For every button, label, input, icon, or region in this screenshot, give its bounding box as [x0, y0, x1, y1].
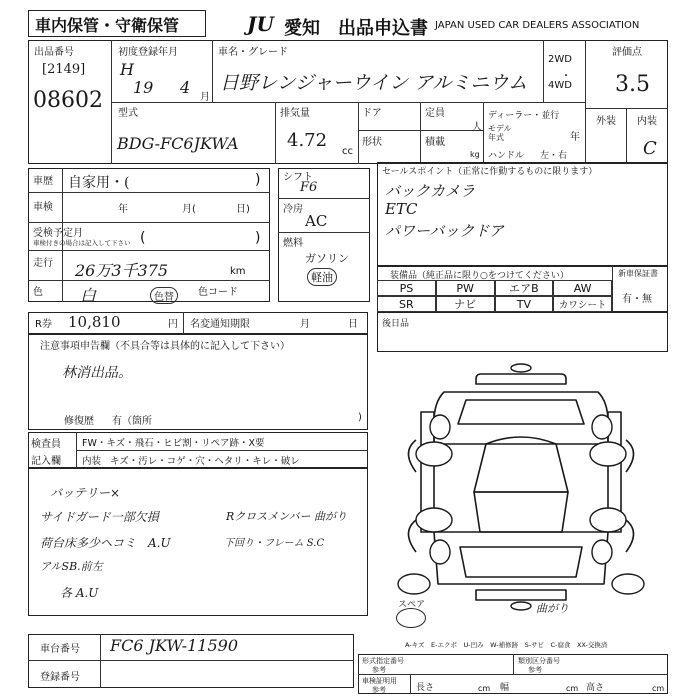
history-value: 自家用・(	[68, 175, 130, 191]
model-year-label: モデル 年式	[488, 124, 512, 142]
inspector-label-1: 検査員	[31, 439, 61, 450]
equipment-item: TV	[495, 296, 554, 312]
equipment-item: SR	[377, 296, 436, 312]
exterior-label: 外装	[596, 116, 616, 127]
history-close: )	[255, 172, 261, 188]
mileage-label: 走行	[33, 258, 53, 269]
fuel-gasoline: ガソリン	[305, 252, 349, 265]
footer-length-unit: cm	[478, 684, 491, 693]
brand-name: 愛知	[284, 18, 320, 39]
drive-2wd: 2WD	[548, 54, 572, 65]
tax-notice-label: 名変通知期限	[190, 319, 250, 330]
chassis-label: 車台番号	[40, 644, 80, 655]
registration-month: 4	[180, 78, 191, 97]
selling-points-block	[377, 162, 668, 266]
score-label: 評価点	[612, 47, 642, 58]
model-name-value: 日野レンジャーウイン アルミニウム	[220, 72, 528, 94]
lot-number: 08602	[33, 88, 103, 113]
repair-value: 有（箇所	[112, 416, 152, 427]
inspector-note-3: 荷台床多少ヘコミ A.U	[40, 536, 171, 550]
interior-value: C	[643, 138, 657, 159]
color-repaint: 色替	[150, 287, 178, 304]
registration-era: H	[120, 60, 134, 79]
registration-year: 19	[133, 78, 154, 97]
recycle-value: 10,810	[68, 313, 121, 331]
notes-text: 林消出品。	[62, 365, 132, 381]
mileage-unit: km	[230, 266, 246, 277]
storage-label-box	[28, 10, 206, 37]
acceptance-label: 受検予定月	[33, 228, 83, 239]
notes-label: 注意事項申告欄（不具合等は具体的に記入して下さい）	[40, 341, 290, 352]
footer-reference-3: 参考	[372, 686, 386, 694]
footer-width: 幅	[500, 683, 510, 693]
reg-number-label: 登録番号	[40, 672, 80, 683]
shift-value: F6	[300, 180, 318, 195]
mileage-value: 26万3千375	[75, 261, 169, 280]
drive-dot: ・	[561, 71, 571, 82]
fuel-light-oil: 軽油	[307, 268, 337, 286]
tax-notice-month: 月	[300, 319, 310, 330]
lot-code: [2149]	[42, 62, 86, 77]
selling-point-3: パワーバックドア	[385, 222, 504, 240]
selling-point-2: ETC	[385, 200, 418, 218]
equipment-label: 装備品（純正品に限り○をつけてください）	[390, 271, 569, 281]
repair-close: )	[358, 412, 362, 423]
footer-width-unit: cm	[566, 684, 579, 693]
inspector-note-right-2: 下回り・フレーム S.C	[224, 538, 325, 549]
footer-type-number: 形式指定番号	[362, 657, 404, 665]
displacement-value: 4.72	[287, 130, 328, 151]
inspector-note-2: サイドガード一部欠損	[40, 510, 159, 524]
equipment-item: AW	[553, 280, 612, 296]
selling-point-1: バックカメラ	[385, 182, 476, 200]
equipment-item: PS	[377, 280, 436, 296]
shift-label: シフト	[283, 172, 313, 183]
capacity-unit: 人	[472, 122, 482, 133]
year-unit: 年	[570, 132, 580, 143]
fuel-label: 燃料	[283, 238, 303, 249]
doors-label: ドア	[362, 108, 382, 119]
footer-reference-1: 参考	[372, 666, 386, 674]
inspector-note-5: 各 A.U	[60, 586, 99, 600]
history-label: 車歴	[33, 176, 53, 187]
drive-4wd: 4WD	[548, 80, 572, 91]
cooling-label: 冷房	[283, 204, 303, 215]
inspector-interior-row: キズ・汚レ・コゲ・穴・ヘタリ・キレ・破レ	[110, 456, 300, 467]
inspector-note-4: アルSB.前左	[40, 560, 103, 573]
acceptance-paren: (	[140, 230, 146, 246]
acceptance-note: 車検付きの場合は記入して下さい	[33, 239, 131, 247]
score-value: 3.5	[615, 72, 650, 97]
selling-points-label: セールスポイント（正常に作動するものに限ります）	[382, 167, 598, 177]
footer-height-unit: cm	[652, 684, 665, 693]
new-warranty-value: 有・無	[622, 294, 652, 305]
association-name: JAPAN USED CAR DEALERS ASSOCIATION	[435, 20, 640, 31]
color-value: 白	[80, 286, 97, 305]
equipment-item: ナビ	[436, 296, 495, 312]
equipment-item: カワシート	[553, 296, 612, 312]
color-code-label: 色コード	[198, 287, 238, 298]
inspection-month: 月(	[182, 204, 196, 215]
spare-label: スペア	[398, 600, 426, 610]
equipment-item: エアB	[495, 280, 554, 296]
tax-notice-day: 日	[348, 319, 358, 330]
load-unit: kg	[470, 150, 480, 159]
shape-label: 形状	[362, 137, 382, 148]
displacement-unit: cc	[342, 146, 353, 157]
inspector-interior-label: 内装	[82, 456, 102, 467]
registration-month-unit: 月	[200, 92, 210, 103]
displacement-label: 排気量	[280, 108, 310, 119]
inspection-day: 日)	[236, 204, 250, 215]
registration-label: 初度登録年月	[118, 47, 178, 58]
back-date-label: 後日品	[382, 319, 410, 329]
recycle-unit: 円	[168, 319, 178, 330]
dealer-parallel: ディーラー・並行	[488, 111, 560, 121]
acceptance-close: )	[255, 230, 261, 246]
footer-cert: 車検証明用	[362, 677, 397, 685]
storage-label: 車内保管・守衛保管	[35, 16, 180, 35]
footer-category-number: 類別区分番号	[518, 657, 560, 665]
spare-circle	[396, 608, 426, 628]
handle-label: ハンドル	[488, 151, 525, 161]
type-value: BDG-FC6JKWA	[117, 134, 239, 153]
footer-length: 長さ	[416, 683, 435, 693]
load-label: 積載	[425, 137, 445, 148]
inspector-fw-row: FW・キズ・飛石・ヒビ割・リペア跡・X要	[82, 438, 265, 449]
model-name-label: 車名・グレード	[218, 47, 288, 58]
inspection-label: 車検	[33, 202, 53, 213]
inspector-note-right-1: Rクロスメンバー 曲がり	[226, 510, 348, 523]
color-label: 色	[33, 287, 43, 298]
inspection-year: 年	[118, 204, 128, 215]
repair-label: 修復歴	[64, 416, 94, 427]
inspector-label-2: 記入欄	[31, 456, 61, 467]
cooling-value: AC	[305, 212, 328, 230]
diagram-legend: A-キズ E-エクボ U-凹み W-補修跡 S-サビ C-腐食 XX-交換済	[405, 641, 608, 649]
inspector-note-1: バッテリー×	[50, 486, 121, 500]
bent-label: 曲がり	[536, 602, 569, 615]
capacity-label: 定員	[425, 108, 445, 119]
lot-label: 出品番号	[34, 47, 74, 58]
recycle-label: R券	[35, 319, 52, 330]
equipment-item: PW	[436, 280, 495, 296]
type-label: 型式	[118, 108, 138, 119]
handle-options: 左・右	[540, 151, 568, 161]
chassis-value: FC6 JKW-11590	[110, 636, 238, 655]
form-title: 出品申込書	[338, 18, 428, 39]
back-date-block	[377, 312, 668, 352]
brand-logo: JU	[247, 12, 274, 36]
interior-label: 内装	[637, 116, 657, 127]
footer-height: 高さ	[586, 683, 605, 693]
new-warranty-label: 新車保証書	[618, 269, 658, 278]
footer-reference-2: 参考	[528, 666, 542, 674]
